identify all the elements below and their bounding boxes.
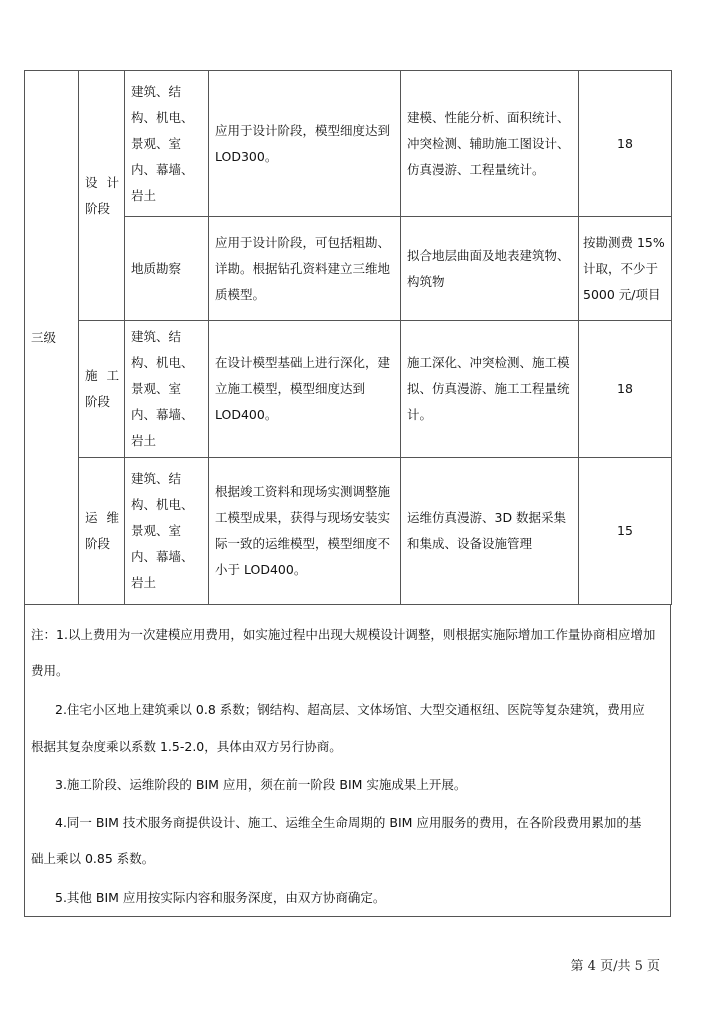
page-number: 第 4 页/共 5 页: [570, 959, 660, 974]
desc-cell: 在设计模型基础上进行深化，建立施工模型，模型细度达到LOD400。: [209, 321, 401, 458]
note-3: 3.施工阶段、运维阶段的 BIM 应用，须在前一阶段 BIM 实施成果上开展。: [55, 777, 467, 792]
table-row: [25, 321, 672, 458]
level-cell: 三级: [25, 71, 79, 605]
scope-cell: 建筑、结构、机电、景观、室内、幕墙、岩土: [125, 321, 209, 458]
content-cell: 拟合地层曲面及地表建筑物、构筑物: [401, 217, 579, 321]
note-5: 5.其他 BIM 应用按实际内容和服务深度，由双方协商确定。: [55, 890, 386, 905]
table-row: [25, 458, 672, 605]
note-1-line-2: 费用。: [31, 663, 69, 678]
stage-cell-operation: [79, 458, 125, 605]
stage-char: 工: [106, 368, 119, 383]
desc-cell: 根据竣工资料和现场实测调整施工模型成果，获得与现场安装实际一致的运维模型，模型细度不小于 LOD400。: [209, 458, 401, 605]
table-row: [25, 71, 672, 217]
stage-char: 维: [106, 510, 119, 525]
content-cell: 建模、性能分析、面积统计、冲突检测、辅助施工图设计、仿真漫游、工程量统计。: [401, 71, 579, 217]
notes-box: [24, 604, 671, 917]
note-2-line-2: 根据其复杂度乘以系数 1.5-2.0，具体由双方另行协商。: [31, 739, 342, 754]
stage-char: 阶段: [85, 200, 111, 216]
note-4-line-2: 础上乘以 0.85 系数。: [31, 851, 155, 866]
stage-cell-design: [79, 71, 125, 321]
stage-char: 阶段: [85, 394, 111, 409]
stage-char: 计: [106, 174, 119, 190]
desc-cell: 应用于设计阶段，可包括粗勘、详勘。根据钻孔资料建立三维地质模型。: [209, 217, 401, 321]
scope-cell: 建筑、结构、机电、景观、室内、幕墙、岩土: [125, 458, 209, 605]
note-2-line-1: 2.住宅小区地上建筑乘以 0.8 系数；钢结构、超高层、文体场馆、大型交通枢纽、医院等复杂建筑，费用应: [55, 702, 645, 717]
price-cell: 15: [579, 458, 672, 605]
price-cell: 18: [579, 71, 672, 217]
desc-cell: 应用于设计阶段，模型细度达到LOD300。: [209, 71, 401, 217]
stage-char: 运: [85, 510, 98, 525]
fee-table: [24, 70, 672, 605]
scope-cell: 建筑、结构、机电、景观、室内、幕墙、岩土: [125, 71, 209, 217]
stage-char: 设: [85, 174, 98, 190]
content-cell: 运维仿真漫游、3D 数据采集和集成、设备设施管理: [401, 458, 579, 605]
stage-char: 阶段: [85, 536, 111, 551]
stage-char: 施: [85, 368, 98, 383]
price-cell: 18: [579, 321, 672, 458]
note-1-line-1: 注：1.以上费用为一次建模应用费用，如实施过程中出现大规模设计调整，则根据实施际增加工作量协商相应增加: [31, 627, 656, 642]
note-4-line-1: 4.同一 BIM 技术服务商提供设计、施工、运维全生命周期的 BIM 应用服务的费用，在各阶段费用累加的基: [55, 815, 642, 830]
scope-cell: 地质勘察: [125, 217, 209, 321]
price-cell: 按勘测费 15%计取，不少于 5000 元/项目: [579, 217, 672, 321]
content-cell: 施工深化、冲突检测、施工模拟、仿真漫游、施工工程量统计。: [401, 321, 579, 458]
stage-cell-construction: [79, 321, 125, 458]
